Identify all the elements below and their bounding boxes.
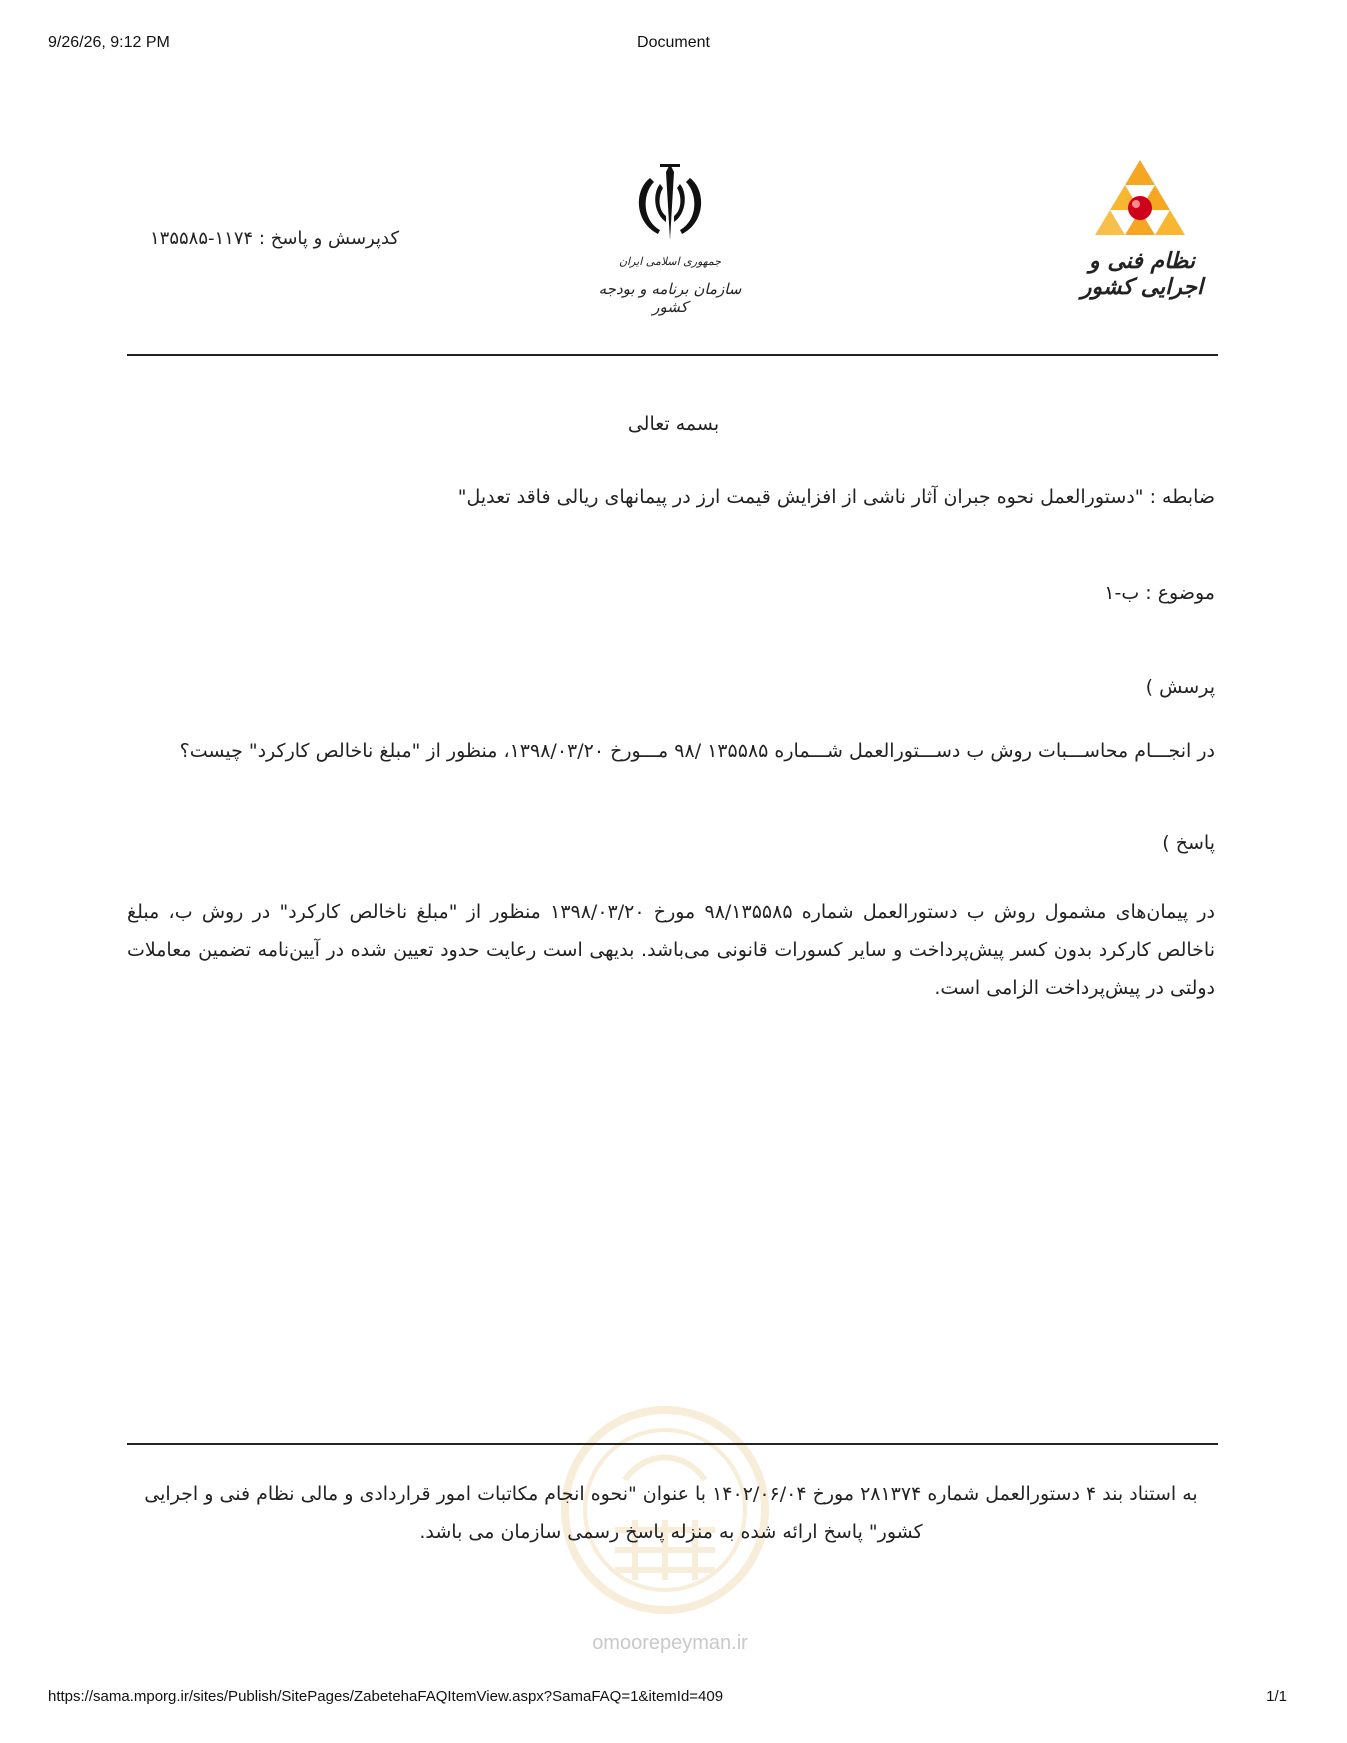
print-datetime: 9/26/26, 9:12 PM: [48, 34, 170, 51]
print-url: https://sama.mporg.ir/sites/Publish/SitePages/ZabetehaFAQItemView.aspx?SamaFAQ=1&itemId=409: [48, 1688, 724, 1705]
answer-text: در پیمان‌های مشمول روش ب دستورالعمل شماره ۹۸/۱۳۵۵۸۵ مورخ ۱۳۹۸/۰۳/۲۰ منظور از "مبلغ ناخالص کارکرد" در روش ب، مبلغ ناخالص کارکرد بدون کسر پیش‌پرداخت و سایر کسورات قانونی می‌باشد. بدیهی است رعایت حدود تعیین شده در آیین‌نامه تضمین معاملات دولتی در پیش‌پرداخت الزامی است.: [127, 901, 1215, 999]
header-divider: [127, 354, 1218, 356]
brand-name: نظام فنی و اجرایی کشور: [1080, 248, 1204, 300]
footer-note: به استناد بند ۴ دستورالعمل شماره ۲۸۱۳۷۴ مورخ ۱۴۰۲/۰۶/۰۴ با عنوان "نحوه انجام مکاتبات امور قراردادی و مالی نظام فنی و اجرایی کشور" پاسخ ارائه شده به منزله پاسخ رسمی سازمان می باشد.: [144, 1483, 1198, 1543]
print-page-number: 1/1: [1266, 1688, 1287, 1705]
print-title: Document: [637, 34, 710, 51]
answer-heading: پاسخ ): [1162, 832, 1215, 854]
basmala: بسمه تعالی: [627, 413, 720, 435]
question-text: در انجـــام محاســـبات روش ب دســـتورالعمل شـــماره ۱۳۵۵۸۵ /۹۸ مـــورخ ۱۳۹۸/۰۳/۲۰، منظور از "مبلغ ناخالص کارکرد" چیست؟: [179, 740, 1215, 762]
qa-code: کدپرسش و پاسخ : ۱۱۷۴-۱۳۵۵۸۵: [150, 228, 400, 249]
emblem-icon: [620, 160, 720, 256]
emblem-caption-country: جمهوری اسلامی ایران: [618, 255, 722, 268]
question-heading: پرسش ): [1145, 676, 1215, 698]
subject-line: موضوع : ب-۱: [1104, 582, 1215, 604]
regulation-title: ضابطه : "دستورالعمل نحوه جبران آثار ناشی از افزایش قیمت ارز در پیمانهای ریالی فاقد تعدیل": [457, 486, 1215, 508]
emblem-caption-organization: سازمان برنامه و بودجه کشور: [598, 280, 742, 316]
footer-divider: [127, 1443, 1218, 1445]
watermark-text: omoorepeyman.ir: [592, 1632, 748, 1654]
